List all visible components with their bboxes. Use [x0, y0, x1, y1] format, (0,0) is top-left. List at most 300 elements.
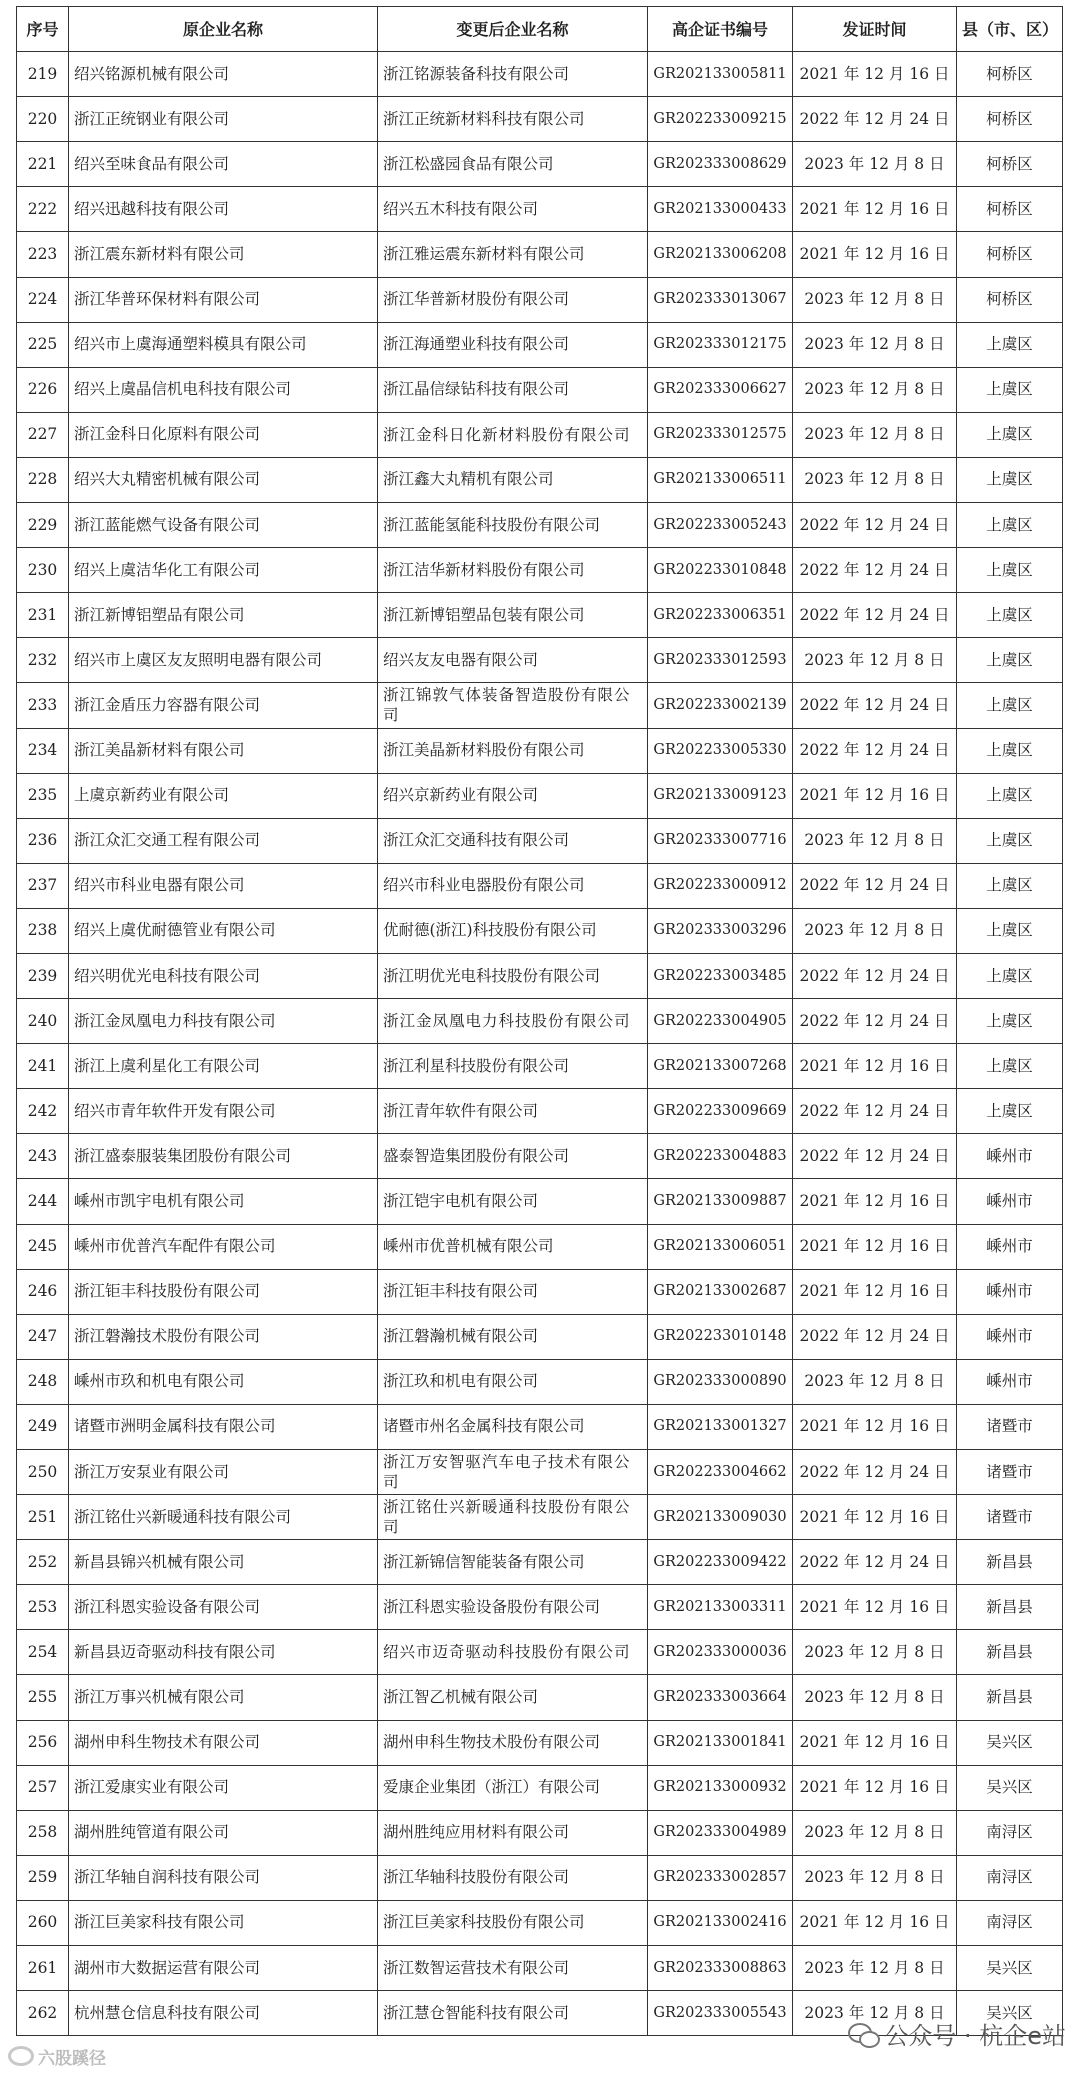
cell-new-name: 盛泰智造集团股份有限公司 — [378, 1134, 648, 1179]
cell-district: 上虞区 — [957, 367, 1063, 412]
cell-certificate-no: GR202333006627 — [648, 367, 793, 412]
cell-certificate-no: GR202133006511 — [648, 457, 793, 502]
cell-district: 吴兴区 — [957, 1946, 1063, 1991]
cell-district: 上虞区 — [957, 728, 1063, 773]
cell-original-name: 浙江上虞利星化工有限公司 — [69, 1044, 378, 1089]
cell-serial: 248 — [17, 1359, 69, 1404]
cell-district: 柯桥区 — [957, 187, 1063, 232]
table-row — [17, 1269, 1063, 1314]
cell-new-name: 浙江海通塑业科技有限公司 — [378, 322, 648, 367]
table-row — [17, 1224, 1063, 1269]
cell-district: 嵊州市 — [957, 1179, 1063, 1224]
cell-district: 上虞区 — [957, 593, 1063, 638]
cell-district: 上虞区 — [957, 773, 1063, 818]
cell-district: 上虞区 — [957, 1044, 1063, 1089]
cell-original-name: 嵊州市玖和机电有限公司 — [69, 1359, 378, 1404]
cell-new-name: 浙江智乙机械有限公司 — [378, 1675, 648, 1720]
table-row — [17, 908, 1063, 953]
table-row — [17, 1314, 1063, 1359]
cell-new-name: 优耐德(浙江)科技股份有限公司 — [378, 908, 648, 953]
table-row — [17, 412, 1063, 457]
cell-issue-date: 2023 年 12 月 8 日 — [793, 322, 957, 367]
cell-certificate-no: GR202333003296 — [648, 908, 793, 953]
table-row — [17, 773, 1063, 818]
cell-issue-date: 2021 年 12 月 16 日 — [793, 1720, 957, 1765]
cell-new-name: 湖州申科生物技术股份有限公司 — [378, 1720, 648, 1765]
cell-new-name: 浙江磐瀚机械有限公司 — [378, 1314, 648, 1359]
cell-certificate-no: GR202333013067 — [648, 277, 793, 322]
cell-original-name: 绍兴迅越科技有限公司 — [69, 187, 378, 232]
cell-certificate-no: GR202133002416 — [648, 1900, 793, 1945]
cell-original-name: 新昌县锦兴机械有限公司 — [69, 1540, 378, 1585]
table-row — [17, 1720, 1063, 1765]
cell-original-name: 绍兴铭源机械有限公司 — [69, 52, 378, 97]
cell-serial: 250 — [17, 1450, 69, 1495]
cell-certificate-no: GR202333005543 — [648, 1991, 793, 2036]
watermark-right — [848, 2016, 1066, 2051]
cell-issue-date: 2023 年 12 月 8 日 — [793, 1810, 957, 1855]
cell-district: 新昌县 — [957, 1540, 1063, 1585]
cell-issue-date: 2022 年 12 月 24 日 — [793, 1314, 957, 1359]
cell-new-name: 湖州胜纯应用材料有限公司 — [378, 1810, 648, 1855]
cell-issue-date: 2022 年 12 月 24 日 — [793, 1540, 957, 1585]
cell-serial: 255 — [17, 1675, 69, 1720]
cell-serial: 242 — [17, 1089, 69, 1134]
cell-original-name: 浙江美晶新材料有限公司 — [69, 728, 378, 773]
cell-original-name: 杭州慧仓信息科技有限公司 — [69, 1991, 378, 2036]
cell-certificate-no: GR202333000036 — [648, 1630, 793, 1675]
cell-new-name: 浙江鑫大丸精机有限公司 — [378, 457, 648, 502]
cell-serial: 247 — [17, 1314, 69, 1359]
cell-district: 吴兴区 — [957, 1991, 1063, 2036]
watermark-right-text: 公众号 · 杭企e站 — [884, 2022, 1066, 2050]
cell-district: 新昌县 — [957, 1585, 1063, 1630]
table-row — [17, 1675, 1063, 1720]
table-row — [17, 367, 1063, 412]
cell-new-name: 嵊州市优普机械有限公司 — [378, 1224, 648, 1269]
cell-original-name: 绍兴市科业电器有限公司 — [69, 863, 378, 908]
cell-district: 新昌县 — [957, 1675, 1063, 1720]
cell-district: 上虞区 — [957, 683, 1063, 728]
cell-serial: 243 — [17, 1134, 69, 1179]
cell-certificate-no: GR202233005243 — [648, 503, 793, 548]
cell-serial: 252 — [17, 1540, 69, 1585]
cell-new-name: 浙江铭仕兴新暖通科技股份有限公司 — [378, 1495, 648, 1540]
cell-new-name: 浙江蓝能氢能科技股份有限公司 — [378, 503, 648, 548]
cell-issue-date: 2023 年 12 月 8 日 — [793, 412, 957, 457]
cell-serial: 227 — [17, 412, 69, 457]
cell-district: 诸暨市 — [957, 1495, 1063, 1540]
company-rename-table — [16, 6, 1063, 2036]
cell-new-name: 浙江松盛园食品有限公司 — [378, 142, 648, 187]
cell-serial: 260 — [17, 1900, 69, 1945]
cell-original-name: 浙江盛泰服装集团股份有限公司 — [69, 1134, 378, 1179]
cell-new-name: 绍兴市迈奇驱动科技股份有限公司 — [378, 1630, 648, 1675]
cell-issue-date: 2021 年 12 月 16 日 — [793, 1179, 957, 1224]
cell-certificate-no: GR202233010848 — [648, 548, 793, 593]
cell-issue-date: 2023 年 12 月 8 日 — [793, 1855, 957, 1900]
cell-district: 上虞区 — [957, 863, 1063, 908]
cell-original-name: 绍兴大丸精密机械有限公司 — [69, 457, 378, 502]
table-row — [17, 97, 1063, 142]
cell-serial: 234 — [17, 728, 69, 773]
cell-certificate-no: GR202233000912 — [648, 863, 793, 908]
table-header-row — [17, 7, 1063, 52]
cell-issue-date: 2021 年 12 月 16 日 — [793, 1269, 957, 1314]
table-row — [17, 322, 1063, 367]
cell-issue-date: 2023 年 12 月 8 日 — [793, 1630, 957, 1675]
table-row — [17, 232, 1063, 277]
cell-district: 上虞区 — [957, 818, 1063, 863]
cell-serial: 226 — [17, 367, 69, 412]
cell-new-name: 浙江数智运营技术有限公司 — [378, 1946, 648, 1991]
cell-issue-date: 2023 年 12 月 8 日 — [793, 142, 957, 187]
table-row — [17, 1765, 1063, 1810]
cell-new-name: 浙江晶信绿钻科技有限公司 — [378, 367, 648, 412]
cell-issue-date: 2021 年 12 月 16 日 — [793, 1495, 957, 1540]
cell-district: 新昌县 — [957, 1630, 1063, 1675]
cell-district: 嵊州市 — [957, 1359, 1063, 1404]
cell-issue-date: 2021 年 12 月 16 日 — [793, 773, 957, 818]
table-row — [17, 142, 1063, 187]
watermark-logo-icon — [8, 2046, 34, 2066]
cell-certificate-no: GR202333008629 — [648, 142, 793, 187]
cell-issue-date: 2022 年 12 月 24 日 — [793, 593, 957, 638]
table-row — [17, 1855, 1063, 1900]
cell-issue-date: 2022 年 12 月 24 日 — [793, 1089, 957, 1134]
table-row — [17, 1900, 1063, 1945]
cell-serial: 253 — [17, 1585, 69, 1630]
cell-certificate-no: GR202233009669 — [648, 1089, 793, 1134]
cell-district: 上虞区 — [957, 1089, 1063, 1134]
table-row — [17, 1044, 1063, 1089]
cell-district: 上虞区 — [957, 412, 1063, 457]
cell-district: 柯桥区 — [957, 52, 1063, 97]
cell-original-name: 浙江新博铝塑品有限公司 — [69, 593, 378, 638]
cell-issue-date: 2021 年 12 月 16 日 — [793, 52, 957, 97]
cell-original-name: 湖州申科生物技术有限公司 — [69, 1720, 378, 1765]
cell-district: 南浔区 — [957, 1900, 1063, 1945]
cell-new-name: 浙江锦敦气体装备智造股份有限公司 — [378, 683, 648, 728]
cell-serial: 251 — [17, 1495, 69, 1540]
table-row — [17, 593, 1063, 638]
cell-original-name: 绍兴上虞优耐德管业有限公司 — [69, 908, 378, 953]
table-row — [17, 503, 1063, 548]
table-row — [17, 277, 1063, 322]
cell-new-name: 浙江青年软件有限公司 — [378, 1089, 648, 1134]
cell-certificate-no: GR202133006208 — [648, 232, 793, 277]
cell-original-name: 浙江金科日化原料有限公司 — [69, 412, 378, 457]
cell-district: 诸暨市 — [957, 1404, 1063, 1449]
cell-issue-date: 2023 年 12 月 8 日 — [793, 818, 957, 863]
cell-issue-date: 2023 年 12 月 8 日 — [793, 1946, 957, 1991]
cell-serial: 241 — [17, 1044, 69, 1089]
table-row — [17, 187, 1063, 232]
cell-issue-date: 2023 年 12 月 8 日 — [793, 1991, 957, 2036]
cell-original-name: 浙江磐瀚技术股份有限公司 — [69, 1314, 378, 1359]
table-row — [17, 1540, 1063, 1585]
cell-certificate-no: GR202233005330 — [648, 728, 793, 773]
cell-new-name: 浙江铭源装备科技有限公司 — [378, 52, 648, 97]
cell-certificate-no: GR202133007268 — [648, 1044, 793, 1089]
cell-issue-date: 2022 年 12 月 24 日 — [793, 1134, 957, 1179]
cell-issue-date: 2022 年 12 月 24 日 — [793, 683, 957, 728]
wechat-icon — [848, 2021, 878, 2047]
table-row — [17, 1359, 1063, 1404]
header-certificate-no: 高企证书编号 — [648, 7, 793, 52]
cell-serial: 245 — [17, 1224, 69, 1269]
cell-new-name: 浙江新博铝塑品包装有限公司 — [378, 593, 648, 638]
cell-certificate-no: GR202133009123 — [648, 773, 793, 818]
table-row — [17, 818, 1063, 863]
table-row — [17, 1179, 1063, 1224]
table-row — [17, 1585, 1063, 1630]
cell-new-name: 浙江华普新材股份有限公司 — [378, 277, 648, 322]
cell-certificate-no: GR202233004662 — [648, 1450, 793, 1495]
cell-certificate-no: GR202333000890 — [648, 1359, 793, 1404]
cell-issue-date: 2021 年 12 月 16 日 — [793, 1900, 957, 1945]
cell-district: 上虞区 — [957, 503, 1063, 548]
cell-issue-date: 2021 年 12 月 16 日 — [793, 232, 957, 277]
table-row — [17, 728, 1063, 773]
cell-issue-date: 2021 年 12 月 16 日 — [793, 1224, 957, 1269]
cell-district: 上虞区 — [957, 908, 1063, 953]
cell-certificate-no: GR202233004905 — [648, 999, 793, 1044]
table-row — [17, 1630, 1063, 1675]
table-row — [17, 1134, 1063, 1179]
cell-certificate-no: GR202333003664 — [648, 1675, 793, 1720]
cell-issue-date: 2022 年 12 月 24 日 — [793, 1450, 957, 1495]
cell-issue-date: 2023 年 12 月 8 日 — [793, 277, 957, 322]
cell-district: 嵊州市 — [957, 1224, 1063, 1269]
cell-original-name: 上虞京新药业有限公司 — [69, 773, 378, 818]
cell-certificate-no: GR202133006051 — [648, 1224, 793, 1269]
cell-new-name: 浙江洁华新材料股份有限公司 — [378, 548, 648, 593]
cell-certificate-no: GR202133009030 — [648, 1495, 793, 1540]
table-row — [17, 683, 1063, 728]
cell-issue-date: 2023 年 12 月 8 日 — [793, 908, 957, 953]
cell-certificate-no: GR202333012593 — [648, 638, 793, 683]
cell-issue-date: 2022 年 12 月 24 日 — [793, 953, 957, 998]
cell-original-name: 浙江金盾压力容器有限公司 — [69, 683, 378, 728]
watermark-left-text: 六股蹊径 — [38, 2049, 106, 2069]
cell-district: 上虞区 — [957, 322, 1063, 367]
cell-serial: 262 — [17, 1991, 69, 2036]
cell-serial: 219 — [17, 52, 69, 97]
cell-new-name: 浙江巨美家科技股份有限公司 — [378, 1900, 648, 1945]
table-row — [17, 638, 1063, 683]
cell-issue-date: 2023 年 12 月 8 日 — [793, 457, 957, 502]
cell-district: 上虞区 — [957, 548, 1063, 593]
cell-original-name: 嵊州市优普汽车配件有限公司 — [69, 1224, 378, 1269]
cell-new-name: 绍兴友友电器有限公司 — [378, 638, 648, 683]
cell-district: 上虞区 — [957, 999, 1063, 1044]
cell-district: 诸暨市 — [957, 1450, 1063, 1495]
table-row — [17, 548, 1063, 593]
cell-new-name: 浙江铠宇电机有限公司 — [378, 1179, 648, 1224]
cell-new-name: 浙江利星科技股份有限公司 — [378, 1044, 648, 1089]
cell-issue-date: 2021 年 12 月 16 日 — [793, 1404, 957, 1449]
header-new-name: 变更后企业名称 — [378, 7, 648, 52]
cell-new-name: 浙江钜丰科技有限公司 — [378, 1269, 648, 1314]
cell-original-name: 湖州市大数据运营有限公司 — [69, 1946, 378, 1991]
cell-certificate-no: GR202133001841 — [648, 1720, 793, 1765]
cell-new-name: 浙江正统新材料科技有限公司 — [378, 97, 648, 142]
cell-serial: 228 — [17, 457, 69, 502]
cell-original-name: 诸暨市洲明金属科技有限公司 — [69, 1404, 378, 1449]
cell-certificate-no: GR202133003311 — [648, 1585, 793, 1630]
cell-new-name: 浙江玖和机电有限公司 — [378, 1359, 648, 1404]
cell-district: 柯桥区 — [957, 97, 1063, 142]
cell-district: 南浔区 — [957, 1855, 1063, 1900]
cell-serial: 235 — [17, 773, 69, 818]
cell-district: 嵊州市 — [957, 1314, 1063, 1359]
cell-serial: 233 — [17, 683, 69, 728]
cell-original-name: 浙江震东新材料有限公司 — [69, 232, 378, 277]
table-row — [17, 1089, 1063, 1134]
header-district: 县（市、区） — [957, 7, 1063, 52]
table-row — [17, 1450, 1063, 1495]
table-row — [17, 52, 1063, 97]
cell-serial: 258 — [17, 1810, 69, 1855]
cell-serial: 232 — [17, 638, 69, 683]
cell-new-name: 爱康企业集团（浙江）有限公司 — [378, 1765, 648, 1810]
cell-issue-date: 2022 年 12 月 24 日 — [793, 999, 957, 1044]
cell-original-name: 浙江科恩实验设备有限公司 — [69, 1585, 378, 1630]
table-row — [17, 1495, 1063, 1540]
cell-serial: 220 — [17, 97, 69, 142]
cell-new-name: 浙江美晶新材料股份有限公司 — [378, 728, 648, 773]
cell-certificate-no: GR202333012175 — [648, 322, 793, 367]
cell-certificate-no: GR202333007716 — [648, 818, 793, 863]
cell-original-name: 绍兴明优光电科技有限公司 — [69, 953, 378, 998]
cell-new-name: 浙江众汇交通科技有限公司 — [378, 818, 648, 863]
cell-issue-date: 2021 年 12 月 16 日 — [793, 1765, 957, 1810]
cell-original-name: 浙江华普环保材料有限公司 — [69, 277, 378, 322]
table-row — [17, 1404, 1063, 1449]
cell-serial: 225 — [17, 322, 69, 367]
cell-district: 上虞区 — [957, 953, 1063, 998]
cell-certificate-no: GR202233009215 — [648, 97, 793, 142]
cell-issue-date: 2021 年 12 月 16 日 — [793, 1044, 957, 1089]
cell-issue-date: 2021 年 12 月 16 日 — [793, 187, 957, 232]
cell-original-name: 浙江正统钢业有限公司 — [69, 97, 378, 142]
cell-serial: 240 — [17, 999, 69, 1044]
cell-certificate-no: GR202133001327 — [648, 1404, 793, 1449]
cell-new-name: 浙江科恩实验设备股份有限公司 — [378, 1585, 648, 1630]
cell-original-name: 绍兴市上虞海通塑料模具有限公司 — [69, 322, 378, 367]
cell-district: 柯桥区 — [957, 142, 1063, 187]
cell-issue-date: 2023 年 12 月 8 日 — [793, 1359, 957, 1404]
cell-original-name: 嵊州市凯宇电机有限公司 — [69, 1179, 378, 1224]
cell-serial: 257 — [17, 1765, 69, 1810]
cell-new-name: 浙江万安智驱汽车电子技术有限公司 — [378, 1450, 648, 1495]
cell-certificate-no: GR202233010148 — [648, 1314, 793, 1359]
cell-district: 柯桥区 — [957, 232, 1063, 277]
cell-district: 吴兴区 — [957, 1765, 1063, 1810]
cell-original-name: 绍兴至味食品有限公司 — [69, 142, 378, 187]
cell-new-name: 浙江金凤凰电力科技股份有限公司 — [378, 999, 648, 1044]
cell-certificate-no: GR202333002857 — [648, 1855, 793, 1900]
cell-certificate-no: GR202133000932 — [648, 1765, 793, 1810]
cell-issue-date: 2022 年 12 月 24 日 — [793, 97, 957, 142]
cell-serial: 261 — [17, 1946, 69, 1991]
cell-original-name: 绍兴上虞洁华化工有限公司 — [69, 548, 378, 593]
cell-new-name: 绍兴五木科技有限公司 — [378, 187, 648, 232]
cell-certificate-no: GR202333008863 — [648, 1946, 793, 1991]
cell-original-name: 浙江金凤凰电力科技有限公司 — [69, 999, 378, 1044]
cell-certificate-no: GR202233004883 — [648, 1134, 793, 1179]
cell-serial: 222 — [17, 187, 69, 232]
cell-district: 吴兴区 — [957, 1720, 1063, 1765]
cell-original-name: 新昌县迈奇驱动科技有限公司 — [69, 1630, 378, 1675]
cell-certificate-no: GR202333012575 — [648, 412, 793, 457]
cell-certificate-no: GR202333004989 — [648, 1810, 793, 1855]
cell-original-name: 浙江爱康实业有限公司 — [69, 1765, 378, 1810]
cell-serial: 238 — [17, 908, 69, 953]
cell-original-name: 浙江众汇交通工程有限公司 — [69, 818, 378, 863]
cell-original-name: 湖州胜纯管道有限公司 — [69, 1810, 378, 1855]
cell-serial: 231 — [17, 593, 69, 638]
cell-original-name: 浙江巨美家科技有限公司 — [69, 1900, 378, 1945]
cell-serial: 239 — [17, 953, 69, 998]
cell-district: 嵊州市 — [957, 1134, 1063, 1179]
cell-original-name: 浙江万安泵业有限公司 — [69, 1450, 378, 1495]
cell-certificate-no: GR202233006351 — [648, 593, 793, 638]
watermark-left — [8, 2044, 106, 2069]
cell-original-name: 浙江铭仕兴新暖通科技有限公司 — [69, 1495, 378, 1540]
cell-serial: 236 — [17, 818, 69, 863]
cell-certificate-no: GR202133000433 — [648, 187, 793, 232]
cell-serial: 229 — [17, 503, 69, 548]
cell-new-name: 浙江华轴科技股份有限公司 — [378, 1855, 648, 1900]
cell-certificate-no: GR202233003485 — [648, 953, 793, 998]
cell-serial: 246 — [17, 1269, 69, 1314]
cell-serial: 254 — [17, 1630, 69, 1675]
cell-certificate-no: GR202133005811 — [648, 52, 793, 97]
cell-district: 柯桥区 — [957, 277, 1063, 322]
cell-district: 上虞区 — [957, 638, 1063, 683]
table-row — [17, 457, 1063, 502]
cell-issue-date: 2023 年 12 月 8 日 — [793, 638, 957, 683]
cell-serial: 259 — [17, 1855, 69, 1900]
cell-serial: 223 — [17, 232, 69, 277]
cell-serial: 237 — [17, 863, 69, 908]
cell-district: 南浔区 — [957, 1810, 1063, 1855]
cell-serial: 249 — [17, 1404, 69, 1449]
cell-original-name: 浙江蓝能燃气设备有限公司 — [69, 503, 378, 548]
cell-original-name: 浙江华轴自润科技有限公司 — [69, 1855, 378, 1900]
cell-issue-date: 2022 年 12 月 24 日 — [793, 548, 957, 593]
cell-new-name: 诸暨市州名金属科技有限公司 — [378, 1404, 648, 1449]
cell-serial: 221 — [17, 142, 69, 187]
cell-issue-date: 2022 年 12 月 24 日 — [793, 728, 957, 773]
cell-issue-date: 2021 年 12 月 16 日 — [793, 1585, 957, 1630]
cell-original-name: 绍兴市上虞区友友照明电器有限公司 — [69, 638, 378, 683]
cell-certificate-no: GR202133009887 — [648, 1179, 793, 1224]
header-original-name: 原企业名称 — [69, 7, 378, 52]
cell-serial: 244 — [17, 1179, 69, 1224]
cell-district: 嵊州市 — [957, 1269, 1063, 1314]
header-issue-date: 发证时间 — [793, 7, 957, 52]
table-row — [17, 863, 1063, 908]
cell-serial: 230 — [17, 548, 69, 593]
cell-new-name: 浙江雅运震东新材料有限公司 — [378, 232, 648, 277]
cell-issue-date: 2023 年 12 月 8 日 — [793, 367, 957, 412]
cell-issue-date: 2023 年 12 月 8 日 — [793, 1675, 957, 1720]
cell-new-name: 绍兴市科业电器股份有限公司 — [378, 863, 648, 908]
table-row — [17, 1810, 1063, 1855]
